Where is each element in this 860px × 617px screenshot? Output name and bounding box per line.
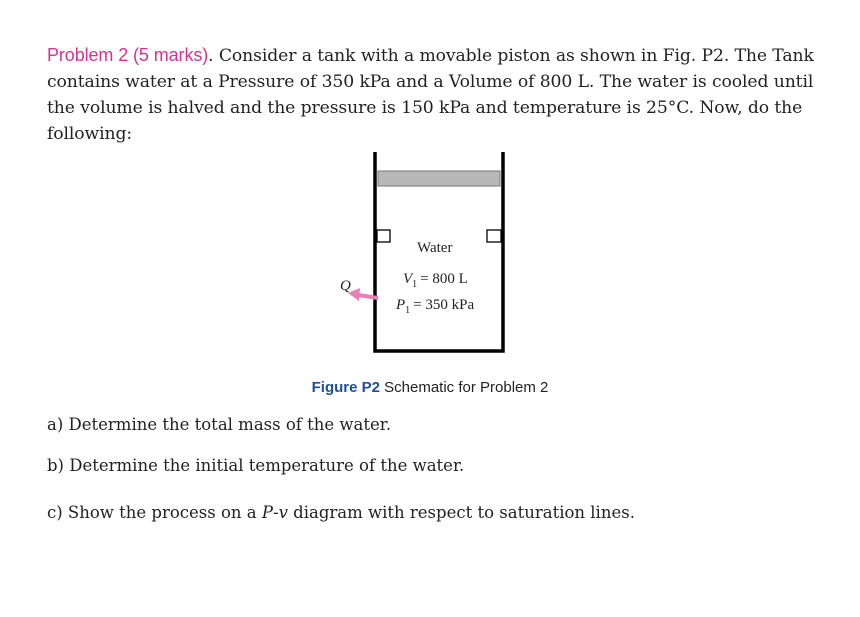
heat-label: Q [340, 278, 351, 294]
caption-text: Schematic for Problem 2 [379, 379, 549, 396]
question-c [47, 503, 635, 522]
question-c-p: P [261, 503, 273, 522]
tank-schematic [330, 148, 520, 358]
right-stop [487, 230, 501, 242]
question-c-suffix: diagram with respect to saturation lines. [287, 503, 635, 522]
question-a: a) Determine the total mass of the water. [47, 415, 392, 434]
question-c-dash: - [273, 503, 279, 522]
piston-tank-figure [330, 148, 520, 358]
figure-caption [0, 379, 860, 396]
caption-label: Figure P2 [311, 379, 380, 396]
pressure-label: $P_1 = 350$ kPa [396, 297, 475, 316]
question-c-prefix: c) Show the process on a [47, 503, 262, 522]
problem-heading: Problem 2 (5 marks) [47, 45, 209, 65]
volume-label: $V_1 = 800$ L [403, 271, 468, 290]
water-label: Water [417, 240, 453, 256]
left-stop [377, 230, 390, 242]
problem-text: . Consider a tank with a movable piston as shown in Fig. P2. The Tank contains water at a Pressure of 350 kPa and a Volume of 800 L. The water is cooled until the volume is halved and the pressure is 150 kPa and temperature is 25°C. Now, do the following: [47, 46, 814, 144]
piston [378, 171, 500, 186]
question-c-v: v [278, 503, 288, 522]
problem-statement [47, 42, 837, 147]
question-b: b) Determine the initial temperature of the water. [47, 456, 465, 475]
